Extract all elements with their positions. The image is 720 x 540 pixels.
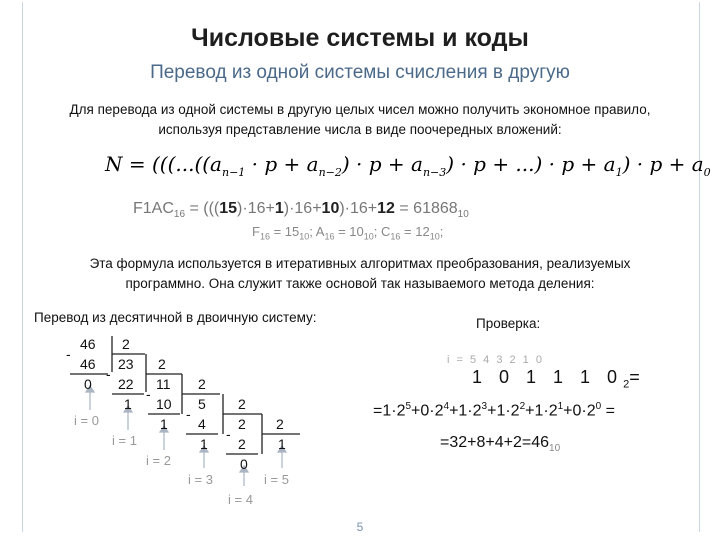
ex-digit: 10 [321, 200, 340, 217]
binary-base: 2 [623, 378, 630, 391]
div-remainder: 0 [84, 376, 92, 392]
index-label: i = 1 [112, 433, 137, 448]
exp-power: 3 [481, 401, 488, 412]
minus-sign: - [66, 346, 71, 362]
map-part: ; C [373, 224, 391, 239]
sum-base: 10 [549, 443, 561, 455]
map-sub: 16 [324, 231, 335, 242]
div-dividend: 46 [80, 336, 96, 352]
formula-part: ) · p + a [622, 152, 704, 176]
map-sub: 10 [363, 231, 374, 242]
result-base: 10 [457, 209, 469, 221]
exp-part: +1·2 [487, 402, 520, 420]
sum-value: =32+8+4+2=46 [440, 434, 550, 451]
div-remainder: 1 [160, 416, 168, 432]
div-remainder: 1 [200, 436, 208, 452]
map-part: ; A [309, 224, 325, 239]
exp-part: = [601, 402, 615, 420]
ex-digit: 12 [377, 200, 395, 217]
index-label: i = 2 [146, 453, 171, 468]
map-sub: 10 [429, 231, 440, 242]
formula-part: · p + a [245, 152, 319, 176]
bit-index-row: i = 5 4 3 2 1 0 [447, 354, 544, 366]
formula-part: ) · p + ...) · p + a [446, 152, 616, 176]
div-subtrahend: 22 [118, 376, 134, 392]
formula-sub: 1 [615, 166, 623, 179]
formula-part: ) · p + a [341, 152, 423, 176]
binary-digits: 1 0 1 1 1 0 [472, 367, 624, 387]
map-sub: 10 [299, 231, 310, 242]
exp-part: +0·2 [411, 402, 444, 420]
formula-sub: 0 [703, 166, 711, 179]
right-section-label: Проверка: [476, 316, 541, 331]
page-title: Числовые системы и коды [191, 24, 529, 52]
left-section-label: Перевод из десятичной в двоичную систему: [34, 310, 317, 325]
minus-sign: - [146, 386, 151, 402]
hex-example [133, 200, 469, 220]
intro-text: Для перевода из одной системы в другую целых чисел можно получить экономное правило, используя представление числа в виде поочередных вложений: [69, 102, 651, 137]
map-sub: 16 [259, 231, 270, 242]
formula-sub: n−2 [318, 166, 342, 179]
div-quotient: 1 [278, 436, 286, 452]
div-divisor: 2 [238, 396, 246, 412]
map-part: F [252, 224, 260, 239]
map-part: = 12 [400, 224, 430, 239]
map-part: = 10 [334, 224, 364, 239]
map-part: = 15 [269, 224, 300, 239]
note-text: Эта формула используется в итеративных алгоритмах преобразования, реализуемых программно. Она служит также основой так называемого метода деления: [89, 256, 631, 291]
exp-part: +1·2 [449, 402, 482, 420]
exp-part: =1·2 [373, 402, 406, 420]
formula-part: N = (((...((a [105, 152, 222, 176]
div-divisor: 2 [198, 376, 206, 392]
div-subtrahend: 4 [198, 416, 206, 432]
binary-number [472, 367, 646, 391]
map-sub: 16 [390, 231, 401, 242]
exp-power: 1 [557, 401, 564, 412]
ex-part: )·16+ [283, 200, 322, 217]
div-remainder: 1 [124, 396, 132, 412]
check-sum [440, 434, 560, 454]
hex-value: F1AC [133, 200, 174, 217]
exp-power: 0 [595, 401, 602, 412]
exp-part: +1·2 [525, 402, 558, 420]
formula-sub: n−3 [422, 166, 447, 179]
digit-map [252, 224, 443, 242]
index-label: i = 3 [188, 472, 213, 487]
ex-part: = ((( [185, 200, 220, 217]
div-divisor: 2 [276, 416, 284, 432]
formula-sub: n−1 [221, 166, 246, 179]
index-label: i = 0 [74, 413, 99, 428]
ex-part: )·16+ [237, 200, 275, 217]
page-subtitle: Перевод из одной системы счисления в другую [150, 62, 570, 83]
page-number: 5 [356, 520, 364, 534]
ex-result: = 61868 [394, 200, 458, 217]
div-subtrahend: 46 [80, 356, 96, 372]
div-subtrahend: 10 [156, 396, 172, 412]
index-label: i = 4 [228, 492, 253, 507]
hex-base: 16 [173, 209, 186, 221]
minus-sign: - [226, 426, 231, 442]
ex-part: )·16+ [339, 200, 378, 217]
div-quotient: 5 [198, 396, 206, 412]
nested-formula [105, 152, 711, 179]
div-remainder: 0 [240, 456, 248, 472]
div-divisor: 2 [122, 336, 130, 352]
ex-digit: 1 [274, 200, 284, 217]
minus-sign: - [106, 366, 111, 382]
exp-power: 2 [519, 401, 526, 412]
ex-digit: 15 [219, 200, 238, 217]
exp-power: 5 [405, 401, 412, 412]
power-expansion [373, 401, 615, 420]
div-subtrahend: 2 [238, 436, 246, 452]
div-divisor: 2 [158, 356, 166, 372]
exp-power: 4 [443, 401, 450, 412]
binary-eq: = [629, 367, 646, 387]
div-quotient: 11 [156, 376, 171, 392]
index-label: i = 5 [264, 472, 289, 487]
map-part: ; [439, 224, 444, 239]
exp-part: +0·2 [563, 402, 596, 420]
div-quotient: 2 [238, 416, 246, 432]
div-quotient: 23 [118, 356, 134, 372]
minus-sign: - [186, 406, 191, 422]
